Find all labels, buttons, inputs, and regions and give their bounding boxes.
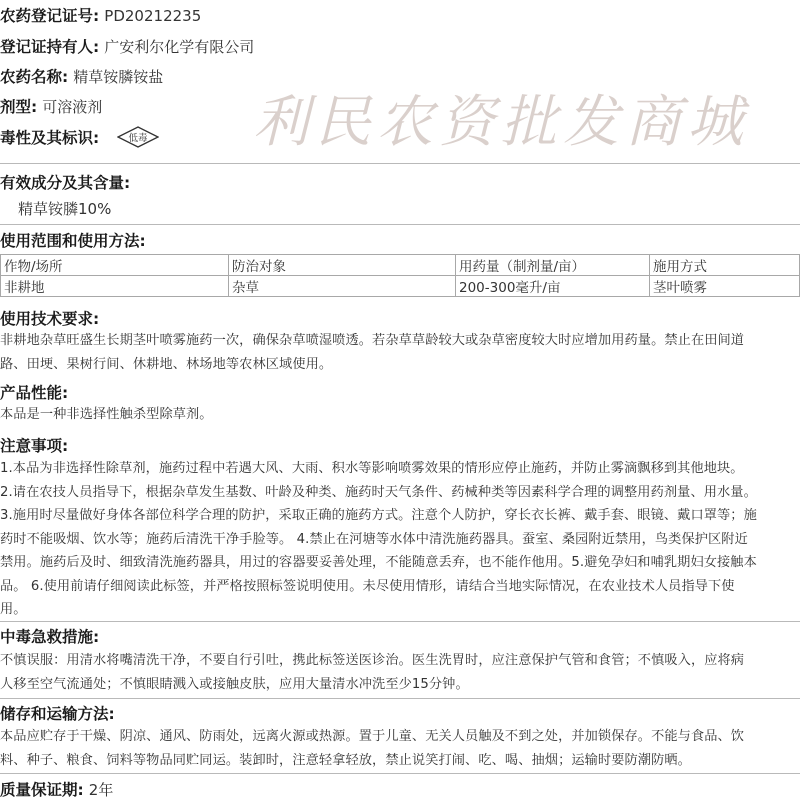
formulation-label: 剂型:	[0, 98, 38, 116]
warranty-row	[0, 778, 113, 800]
registration-value: PD20212235	[104, 7, 202, 25]
text-line: 用。	[0, 602, 27, 617]
text-line: 1.本品为非选择性除草剂，施药过程中若遇大风、大雨、积水等影响喷雾效果的情形应停止施药，并防止雾滴飘移到其他地块。	[0, 461, 744, 476]
cell-crop: 非耕地	[1, 276, 229, 297]
divider	[0, 224, 800, 225]
holder-value: 广安利尔化学有限公司	[104, 38, 255, 56]
notes-text	[0, 457, 800, 622]
name-value: 精草铵膦铵盐	[73, 68, 164, 86]
divider	[0, 621, 800, 622]
divider	[0, 698, 800, 699]
header-crop: 作物/场所	[1, 255, 229, 276]
cell-target: 杂草	[229, 276, 456, 297]
text-line: 非耕地杂草旺盛生长期茎叶喷雾施药一次，确保杂草喷湿喷透。若杂草草龄较大或杂草密度较大时应增加用药量。禁止在田间道	[0, 333, 745, 348]
toxicity-label: 毒性及其标识:	[0, 129, 100, 147]
text-line: 品。 6.使用前请仔细阅读此标签，并严格按照标签说明使用。未尽使用情形，请结合当地实际情况，在农业技术人员指导下使	[0, 578, 735, 594]
tech-title: 使用技术要求:	[0, 310, 100, 328]
notes-title: 注意事项:	[0, 437, 69, 455]
firstaid-title: 中毒急救措施:	[0, 628, 100, 646]
formulation-value: 可溶液剂	[42, 98, 103, 116]
tech-text	[0, 329, 800, 376]
firstaid-text	[0, 649, 800, 696]
holder-row	[0, 35, 254, 57]
text-line: 不慎误服：用清水将嘴清洗干净，不要自行引吐，携此标签送医诊治。医生洗胃时，应注意保护气管和食管；不慎吸入，应将病	[0, 653, 745, 668]
ingredient-value: 精草铵膦10%	[18, 200, 112, 218]
cell-dosage: 200-300毫升/亩	[456, 276, 650, 297]
warranty-value: 2年	[88, 781, 114, 799]
divider	[0, 773, 800, 774]
text-line: 药时不能吸烟、饮水等；施药后清洗干净手脸等。 4.禁止在河塘等水体中清洗施药器具。蚕室、桑园附近禁用，鸟类保护区附近	[0, 531, 748, 547]
cell-method: 茎叶喷雾	[650, 276, 800, 297]
holder-label: 登记证持有人:	[0, 38, 100, 56]
formulation-row	[0, 95, 102, 117]
performance-title: 产品性能:	[0, 384, 69, 402]
name-label: 农药名称:	[0, 68, 69, 86]
text-line: 禁用。施药后及时、细致清洗施药器具，用过的容器要妥善处理，不能随意丢弃，也不能作他用。5.避免孕妇和哺乳期妇女接触本	[0, 555, 757, 570]
ingredient-title: 有效成分及其含量:	[0, 174, 131, 192]
usage-table-row	[1, 276, 800, 297]
text-line: 3.施用时尽量做好身体各部位科学合理的防护，采取正确的施药方式。注意个人防护，穿长衣长裤、戴手套、眼镜、戴口罩等；施	[0, 508, 757, 523]
header-dosage: 用药量（制剂量/亩）	[456, 255, 650, 276]
usage-table-header	[1, 255, 800, 276]
header-target: 防治对象	[229, 255, 456, 276]
usage-title: 使用范围和使用方法:	[0, 232, 146, 250]
usage-table	[0, 254, 800, 297]
performance-text: 本品是一种非选择性触杀型除草剂。	[0, 407, 213, 422]
divider	[0, 163, 800, 164]
name-row	[0, 65, 163, 87]
storage-text	[0, 725, 800, 772]
low-toxicity-icon	[117, 126, 159, 148]
text-line: 2.请在农技人员指导下，根据杂草发生基数、叶龄及种类、施药时天气条件、药械种类等因素科学合理的调整用药剂量、用水量。	[0, 484, 757, 500]
registration-label: 农药登记证号:	[0, 7, 100, 25]
toxicity-badge-text: 低毒	[128, 133, 148, 144]
watermark-text: 利民农资批发商城	[253, 90, 749, 155]
toxicity-row	[0, 126, 99, 148]
warranty-label: 质量保证期:	[0, 781, 84, 799]
text-line: 路、田埂、果树行间、休耕地、林场地等农林区域使用。	[0, 356, 333, 372]
text-line: 本品应贮存于干燥、阴凉、通风、防雨处，远离火源或热源。置于儿童、无关人员触及不到之处，并加锁保存。不能与食品、饮	[0, 729, 745, 744]
header-method: 施用方式	[650, 255, 800, 276]
text-line: 人移至空气流通处；不慎眼睛溅入或接触皮肤，应用大量清水冲洗至少15分钟。	[0, 676, 469, 692]
registration-row	[0, 4, 201, 26]
text-line: 料、种子、粮食、饲料等物品同贮同运。装卸时，注意轻拿轻放，禁止说笑打闹、吃、喝、抽烟；运输时要防潮防晒。	[0, 752, 691, 768]
storage-title: 储存和运输方法:	[0, 705, 115, 723]
